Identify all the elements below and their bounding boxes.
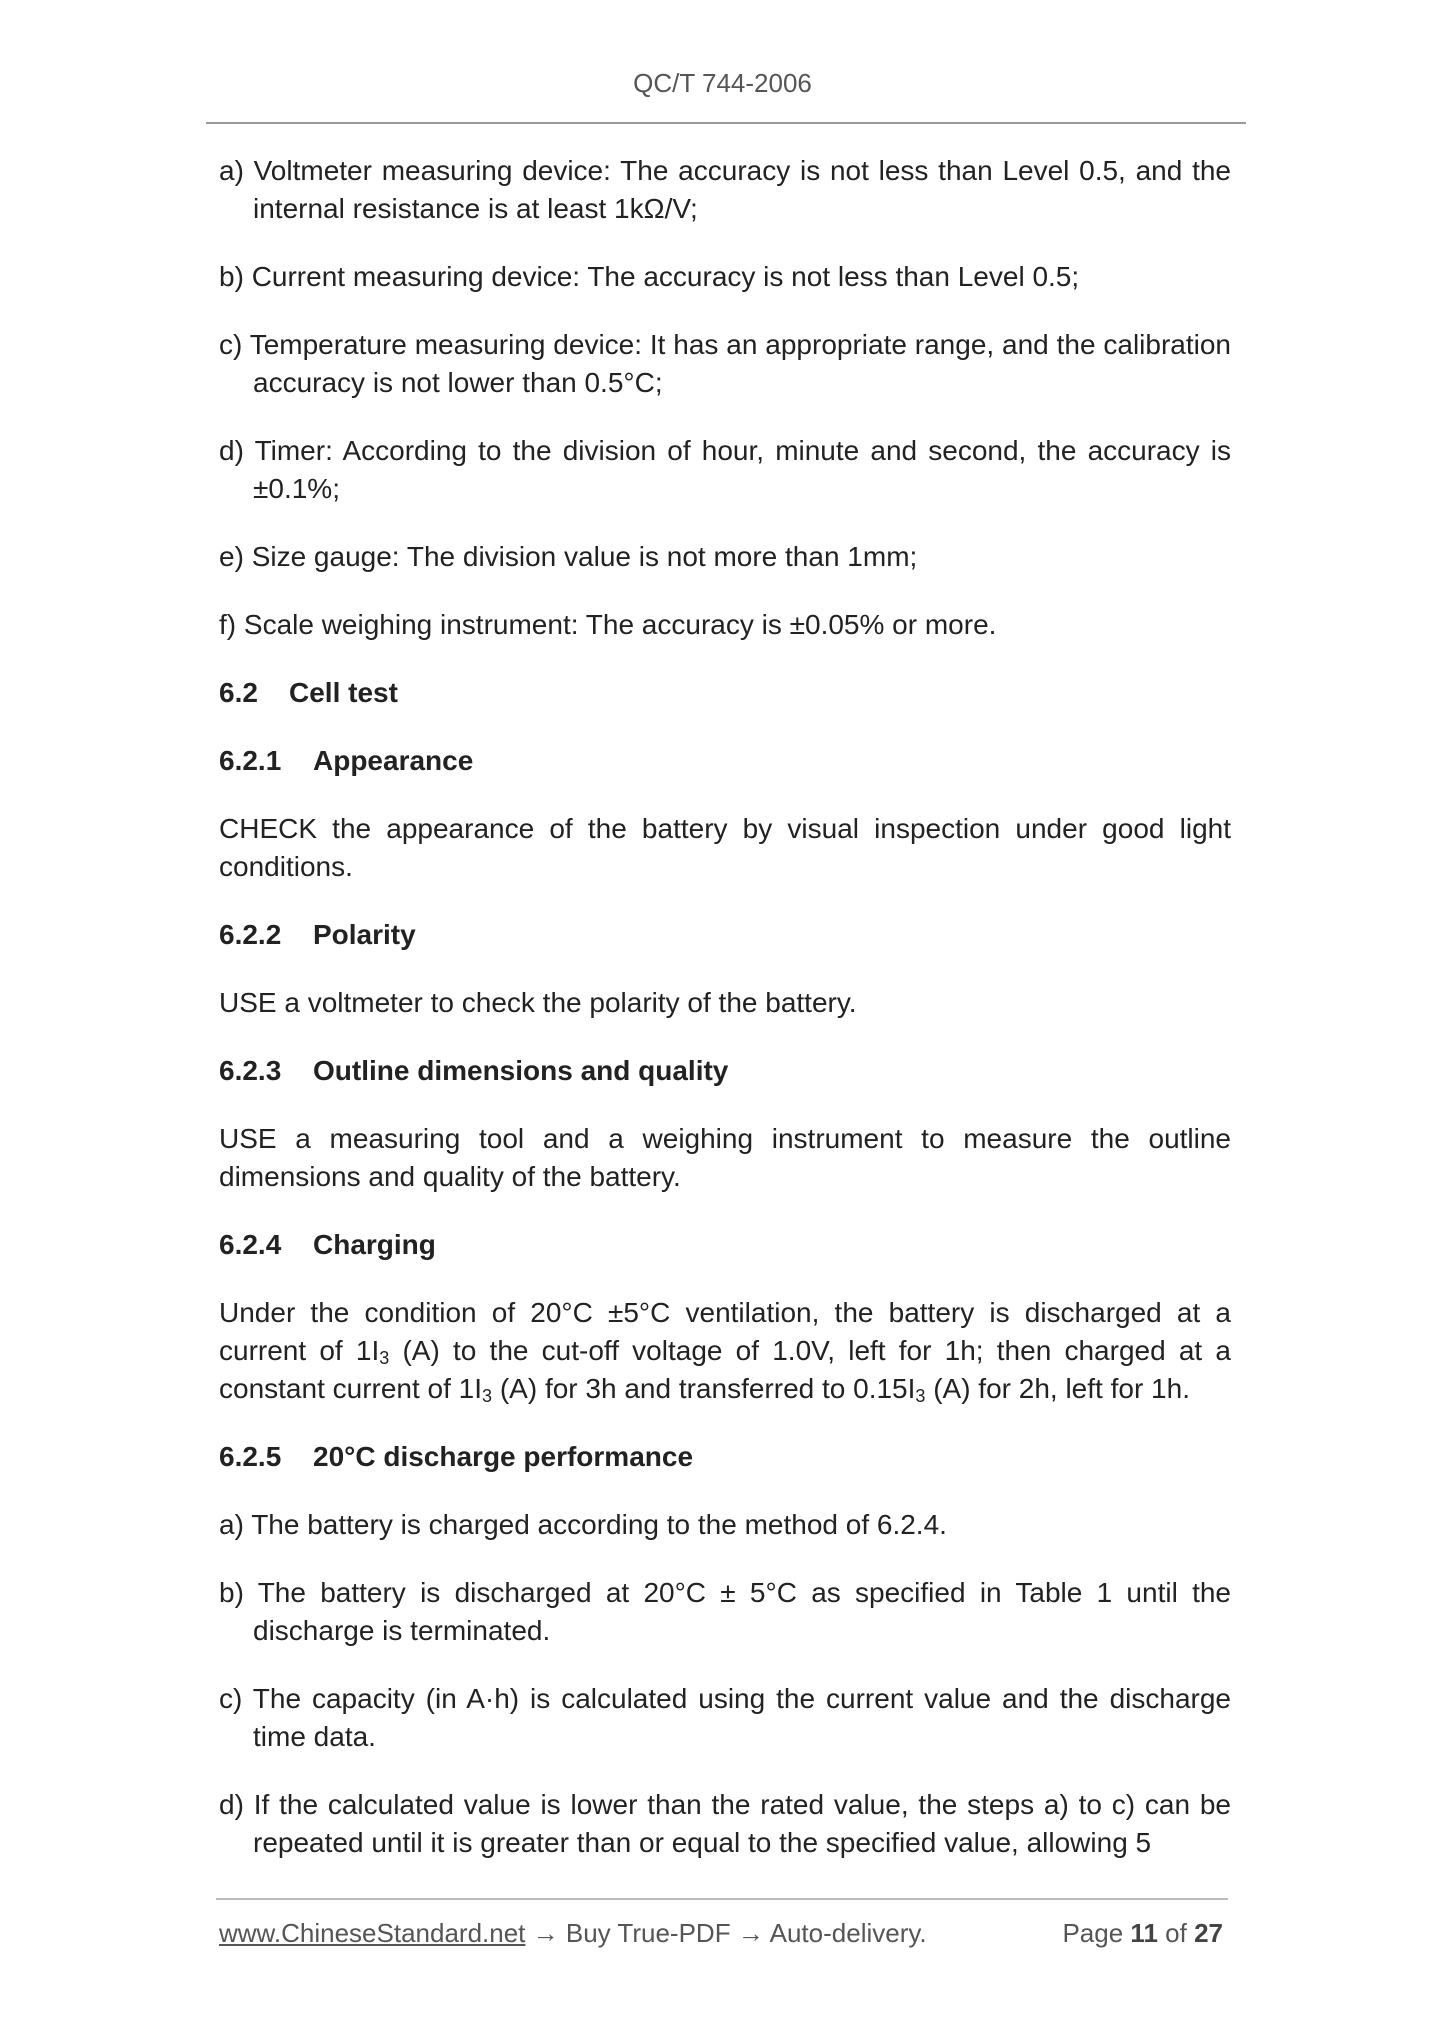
list-item: d) If the calculated value is lower than the rated value, the steps a) to c) can be repeated until it is greater than or equal to the specified value, allowing 5: [219, 1789, 1231, 1858]
document-body: [219, 152, 1231, 1862]
section-heading-6-2-2: 6.2.2 Polarity: [219, 919, 416, 950]
page-number: Page 11 of 27: [1062, 1918, 1223, 1948]
page-header: QC/T 744-2006: [633, 68, 812, 98]
section-heading-6-2: 6.2 Cell test: [219, 677, 398, 708]
list-item: d) Timer: According to the division of hour, minute and second, the accuracy is ±0.1%;: [219, 435, 1231, 504]
section-heading-6-2-4: 6.2.4 Charging: [219, 1229, 436, 1260]
section-heading-6-2-1: 6.2.1 Appearance: [219, 745, 474, 776]
list-item: b) Current measuring device: The accuracy is not less than Level 0.5;: [219, 261, 1080, 292]
section-text-6-2-3: USE a measuring tool and a weighing instrument to measure the outline dimensions and quality of the battery.: [219, 1123, 1231, 1192]
section-text-6-2-1: CHECK the appearance of the battery by visual inspection under good light conditions.: [219, 813, 1231, 882]
section-text-6-2-2: USE a voltmeter to check the polarity of the battery.: [219, 987, 857, 1018]
arrow-icon: →: [532, 1918, 559, 1948]
list-item: c) The capacity (in A·h) is calculated using the current value and the discharge time data.: [219, 1683, 1231, 1752]
website-link[interactable]: www.ChineseStandard.net: [219, 1918, 526, 1948]
footer-divider: [216, 1898, 1228, 1900]
list-item: c) Temperature measuring device: It has an appropriate range, and the calibration accuracy is not lower than 0.5°C;: [219, 329, 1231, 398]
buy-text: Buy True-PDF: [565, 1918, 731, 1948]
list-item: f) Scale weighing instrument: The accuracy is ±0.05% or more.: [219, 609, 997, 640]
arrow-icon: →: [737, 1918, 764, 1948]
list-item: a) Voltmeter measuring device: The accuracy is not less than Level 0.5, and the internal resistance is at least 1kΩ/V;: [219, 155, 1231, 224]
list-item: e) Size gauge: The division value is not more than 1mm;: [219, 541, 918, 572]
list-item: a) The battery is charged according to the method of 6.2.4.: [219, 1509, 947, 1540]
list-item: b) The battery is discharged at 20°C ± 5°C as specified in Table 1 until the discharge is terminated.: [219, 1577, 1231, 1646]
page-footer: [219, 1918, 1231, 1952]
section-heading-6-2-3: 6.2.3 Outline dimensions and quality: [219, 1055, 729, 1086]
delivery-text: Auto-delivery.: [769, 1918, 927, 1948]
section-text-6-2-4: Under the condition of 20°C ±5°C ventilation, the battery is discharged at a current of $1I_3$ (A) to the cut-off voltage of 1.0V, left for 1h; then charged at a constant current of $1I_3$ (A) for 3h and transferred to $0.15I_3$ (A) for 2h, left for 1h.: [219, 1297, 1231, 1406]
footer-promo: [219, 1918, 927, 1949]
header-divider: [206, 122, 1246, 124]
section-heading-6-2-5: 6.2.5 20°C discharge performance: [219, 1441, 694, 1472]
